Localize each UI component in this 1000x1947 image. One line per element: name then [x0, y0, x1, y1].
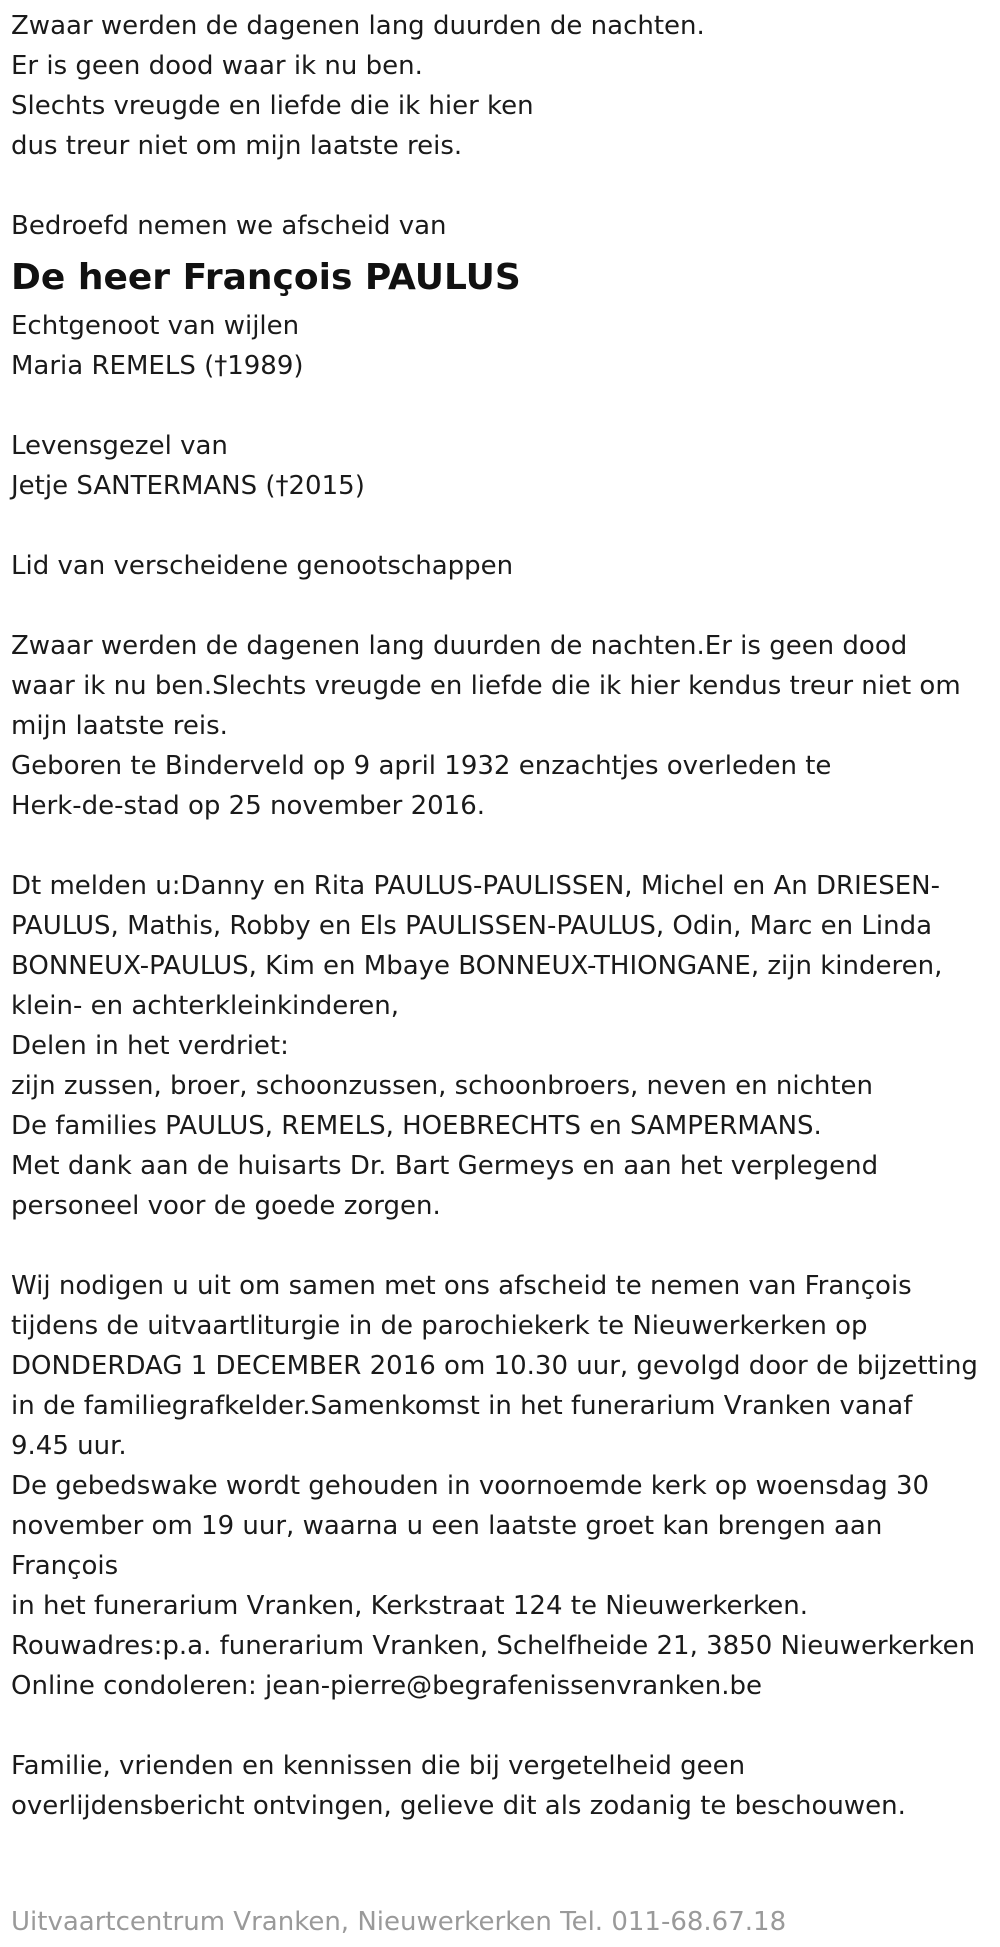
family-line: personeel voor de goede zorgen.	[11, 1191, 441, 1221]
spacer	[11, 506, 996, 546]
intro-text: Bedroefd nemen we afscheid van	[11, 211, 447, 241]
funeral-home-footer: Uitvaartcentrum Vranken, Nieuwerkerken Tel. 011-68.67.18	[11, 1907, 787, 1937]
invitation-line: november om 19 uur, waarna u een laatste groet kan brengen aan	[11, 1511, 883, 1541]
invitation-line: Online condoleren: jean-pierre@begrafenissenvranken.be	[11, 1671, 763, 1701]
spacer	[11, 586, 996, 626]
spouse-block	[11, 306, 996, 386]
partner-line: Levensgezel van	[11, 431, 228, 461]
family-line: PAULUS, Mathis, Robby en Els PAULISSEN-PAULUS, Odin, Marc en Linda	[11, 911, 933, 941]
deceased-name: De heer François PAULUS	[11, 257, 521, 298]
poem-line: Slechts vreugde en liefde die ik hier ken	[11, 91, 534, 121]
poem-line: Zwaar werden de dagenen lang duurden de nachten.	[11, 11, 705, 41]
closing-block	[11, 1746, 996, 1826]
partner-block	[11, 426, 996, 506]
membership-text: Lid van verscheidene genootschappen	[11, 551, 514, 581]
partner-line: Jetje SANTERMANS (†2015)	[11, 471, 365, 501]
family-line: klein- en achterkleinkinderen,	[11, 991, 400, 1021]
spacer	[11, 1706, 996, 1746]
invitation-line: 9.45 uur.	[11, 1431, 127, 1461]
poem-line: Er is geen dood waar ik nu ben.	[11, 51, 423, 81]
body-line: waar ik nu ben.Slechts vreugde en liefde die ik hier kendus treur niet om	[11, 671, 961, 701]
body-line: Zwaar werden de dagenen lang duurden de nachten.Er is geen dood	[11, 631, 908, 661]
family-line: zijn zussen, broer, schoonzussen, schoonbroers, neven en nichten	[11, 1071, 874, 1101]
body-line: Herk-de-stad op 25 november 2016.	[11, 791, 486, 821]
family-line: Delen in het verdriet:	[11, 1031, 289, 1061]
family-line: Met dank aan de huisarts Dr. Bart Germeys en aan het verplegend	[11, 1151, 879, 1181]
invitation-line: tijdens de uitvaartliturgie in de parochiekerk te Nieuwerkerken op	[11, 1311, 868, 1341]
body-line: mijn laatste reis.	[11, 711, 228, 741]
invitation-line: in de familiegrafkelder.Samenkomst in het funerarium Vranken vanaf	[11, 1391, 913, 1421]
invitation-line: Rouwadres:p.a. funerarium Vranken, Schelfheide 21, 3850 Nieuwerkerken	[11, 1631, 976, 1661]
family-block	[11, 866, 996, 1226]
invitation-line: Wij nodigen u uit om samen met ons afscheid te nemen van François	[11, 1271, 912, 1301]
poem-line: dus treur niet om mijn laatste reis.	[11, 131, 463, 161]
spacer	[11, 166, 996, 206]
family-line: BONNEUX-PAULUS, Kim en Mbaye BONNEUX-THIONGANE, zijn kinderen,	[11, 951, 943, 981]
invitation-line: DONDERDAG 1 DECEMBER 2016 om 10.30 uur, gevolgd door de bijzetting	[11, 1351, 978, 1381]
body-block	[11, 626, 996, 826]
spouse-line: Echtgenoot van wijlen	[11, 311, 300, 341]
closing-line: overlijdensbericht ontvingen, gelieve dit als zodanig te beschouwen.	[11, 1791, 906, 1821]
family-line: De families PAULUS, REMELS, HOEBRECHTS en SAMPERMANS.	[11, 1111, 822, 1141]
body-line: Geboren te Binderveld op 9 april 1932 enzachtjes overleden te	[11, 751, 832, 781]
invitation-line: François	[11, 1551, 119, 1581]
spacer	[11, 386, 996, 426]
obituary-document	[11, 6, 996, 1826]
closing-line: Familie, vrienden en kennissen die bij vergetelheid geen	[11, 1751, 746, 1781]
spacer	[11, 826, 996, 866]
invitation-line: De gebedswake wordt gehouden in voornoemde kerk op woensdag 30	[11, 1471, 930, 1501]
invitation-line: in het funerarium Vranken, Kerkstraat 124 te Nieuwerkerken.	[11, 1591, 809, 1621]
spouse-line: Maria REMELS (†1989)	[11, 351, 304, 381]
family-line: Dt melden u:Danny en Rita PAULUS-PAULISSEN, Michel en An DRIESEN-	[11, 871, 940, 901]
poem-block	[11, 6, 996, 166]
invitation-block	[11, 1266, 996, 1706]
spacer	[11, 1226, 996, 1266]
